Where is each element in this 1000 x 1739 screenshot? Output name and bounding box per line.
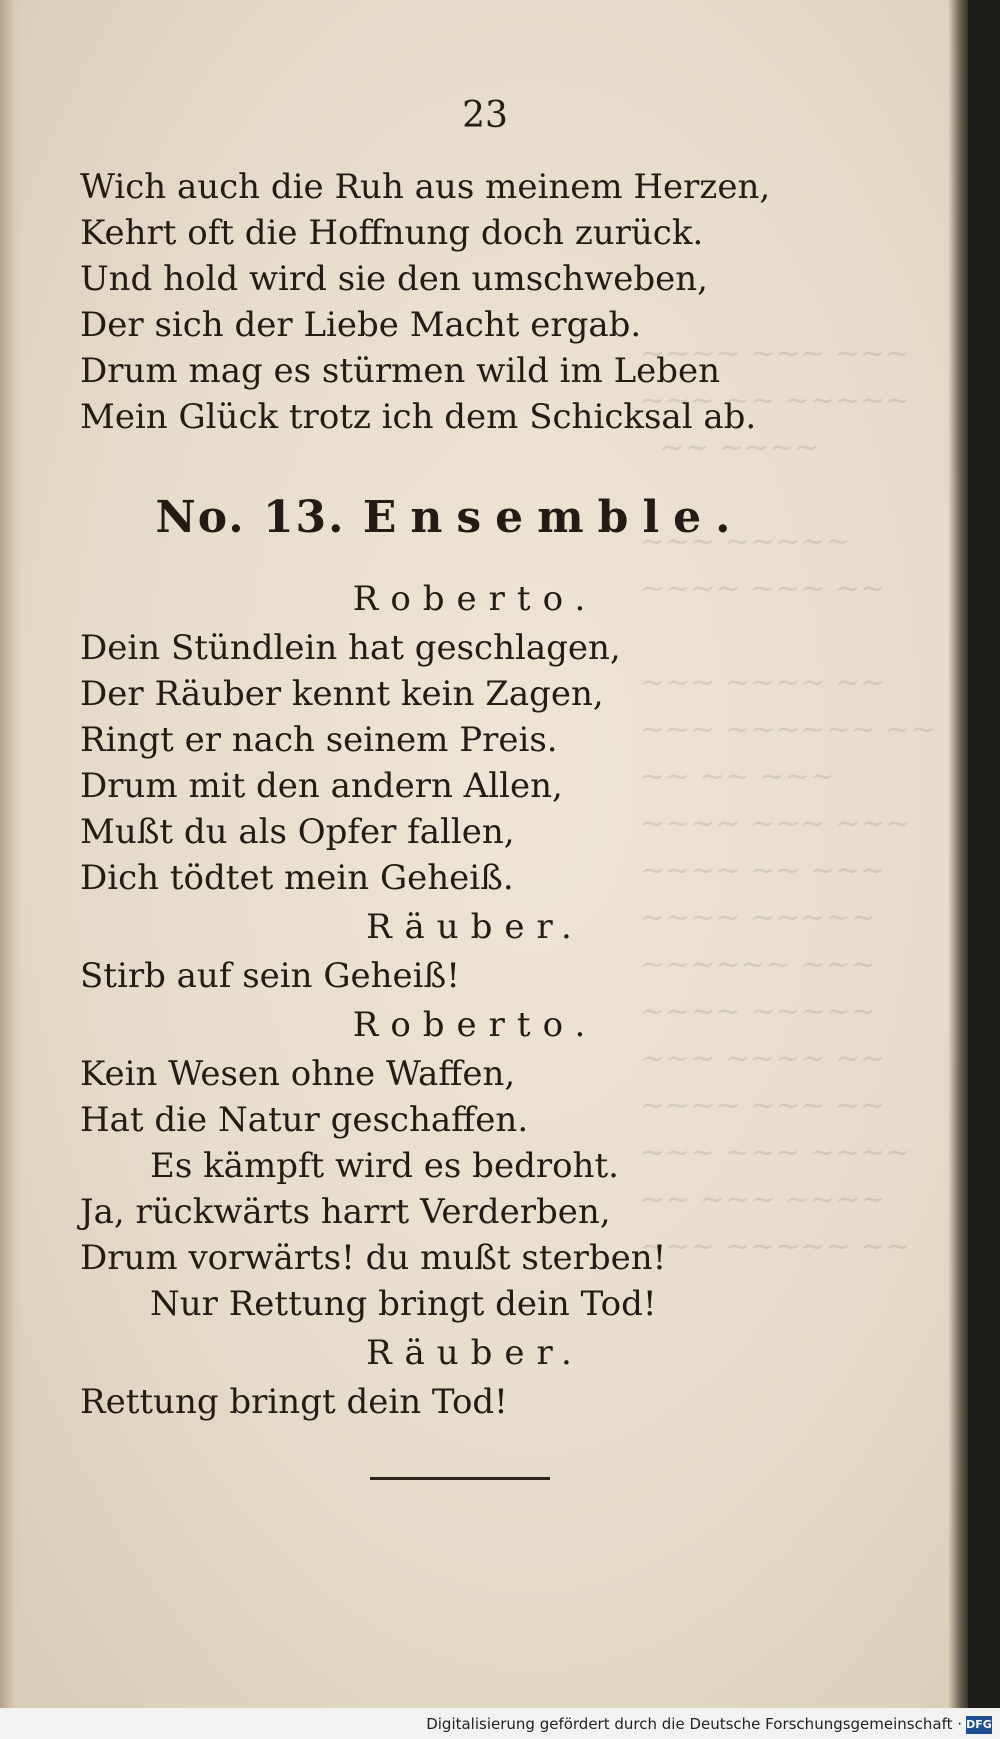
verse-line: Ja, rückwärts harrt Verderben,: [80, 1192, 611, 1232]
verse-line: Mußt du als Opfer fallen,: [80, 812, 515, 852]
section-title: Ensemble.: [362, 492, 745, 543]
verse-line: Ringt er nach seinem Preis.: [80, 720, 558, 760]
speaker-roberto: Roberto.: [352, 1005, 598, 1045]
roberto-verse: [80, 1051, 780, 1327]
verse-line: Dein Stündlein hat geschlagen,: [80, 628, 621, 668]
page-number: 23: [462, 95, 508, 136]
speaker-raeuber: Räuber.: [366, 1333, 584, 1373]
raeuber-verse: [80, 953, 780, 999]
verse-line: Nur Rettung bringt dein Tod!: [150, 1284, 657, 1324]
verse-line: Der Räuber kennt kein Zagen,: [80, 674, 604, 714]
bleed-through-texture: ~~~~ ~~~ ~~~ ~~~ ~~ ~~~~~ ~~ ~~~~ ~~~ ~~~~~ ~~~~ ~~~ ~~ ~~~ ~~~~ ~~ ~~~ ~~~~~~ ~~ ~~ ~~ ~~~ ~~~~ ~~~ ~~~ ~~~~ ~~ ~~~ ~~~~ ~~~~~ ~~~~~~ ~~~ ~~~~ ~~~~~ ~~~ ~~~~ ~~ ~~~~ ~~~ ~~ ~~~ ~~~ ~~~~ ~~ ~~~ ~~~~ ~~~ ~~~~~ ~~: [640, 336, 936, 1264]
closing-rule: [370, 1477, 550, 1480]
speaker-raeuber: Räuber.: [366, 907, 584, 947]
roberto-verse: [80, 625, 780, 901]
verse-line: Wich auch die Ruh aus meinem Herzen,: [80, 167, 771, 207]
footer-bar: [0, 1708, 1000, 1739]
section-heading: [120, 492, 780, 543]
speaker-roberto: Roberto.: [352, 579, 598, 619]
verse-line: Drum mag es stürmen wild im Leben: [80, 351, 721, 391]
verse-line: Mein Glück trotz ich dem Schicksal ab.: [80, 397, 757, 437]
verse-line: Hat die Natur geschaffen.: [80, 1100, 529, 1140]
dfg-logo: DFG: [966, 1716, 992, 1734]
page-gutter: [0, 0, 22, 1708]
raeuber-verse: [80, 1379, 780, 1425]
verse-line: Es kämpft wird es bedroht.: [150, 1146, 619, 1186]
verse-line: Kehrt oft die Hoffnung doch zurück.: [80, 213, 704, 253]
verse-line: Kein Wesen ohne Waffen,: [80, 1054, 516, 1094]
section-number: No. 13.: [155, 492, 346, 543]
funding-credit: Digitalisierung gefördert durch die Deutsche Forschungsgemeinschaft ·: [426, 1715, 962, 1733]
verse-line: Drum vorwärts! du mußt sterben!: [80, 1238, 667, 1278]
verse-line: Der sich der Liebe Macht ergab.: [80, 305, 642, 345]
verse-line: Rettung bringt dein Tod!: [80, 1382, 508, 1422]
verse-line: Dich tödtet mein Geheiß.: [80, 858, 514, 898]
verse-line: Stirb auf sein Geheiß!: [80, 956, 460, 996]
stanza: [80, 164, 780, 440]
verse-line: Drum mit den andern Allen,: [80, 766, 563, 806]
page-edge-shadow: [948, 0, 968, 1708]
verse-line: Und hold wird sie den umschweben,: [80, 259, 708, 299]
page-content: [80, 95, 780, 1480]
